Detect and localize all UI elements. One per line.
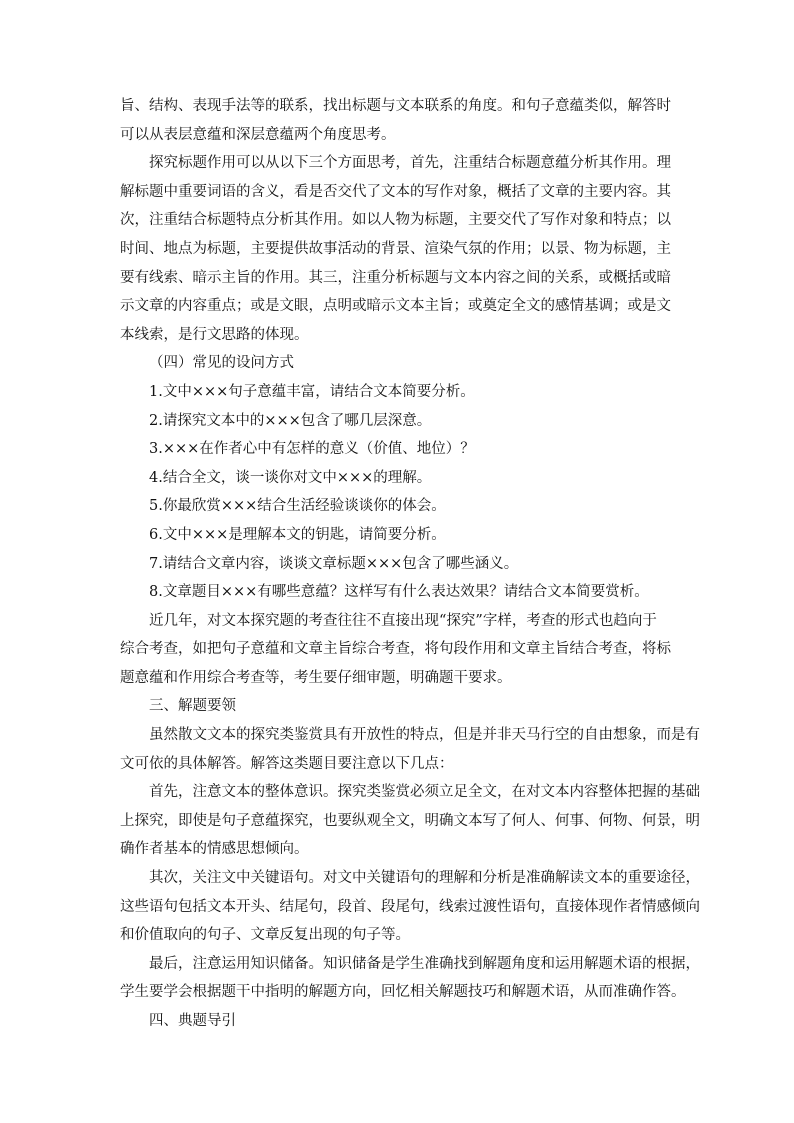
paragraph-line: 文可依的具体解答。解答这类题目要注意以下几点：	[120, 755, 454, 772]
paragraph-line: 解标题中重要词语的含义，看是否交代了文本的写作对象，概括了文章的主要内容。其	[120, 183, 671, 200]
paragraph-line: 题意蕴和作用综合考查等，考生要仔细审题，明确题干要求。	[120, 669, 512, 686]
question-list-item: 1.文中×××句子意蕴丰富，请结合文本简要分析。	[149, 383, 475, 400]
question-list-item: 2.请探究文本中的×××包含了哪几层深意。	[149, 412, 432, 429]
paragraph-line: 本线索，是行文思路的体现。	[120, 326, 309, 343]
paragraph-line: 探究标题作用可以从以下三个方面思考，首先，注重结合标题意蕴分析其作用。理	[149, 155, 671, 172]
paragraph-line: 可以从表层意蕴和深层意蕴两个角度思考。	[120, 126, 396, 143]
document-page	[120, 92, 700, 1036]
paragraph-line: 综合考查，如把句子意蕴和文章主旨综合考查，将句段作用和文章主旨结合考查，将标	[120, 641, 671, 658]
paragraph-line: 学生要学会根据题干中指明的解题方向，回忆相关解题技巧和解题术语，从而准确作答。	[120, 984, 686, 1001]
paragraph-line: 次，注重结合标题特点分析其作用。如以人物为标题，主要交代了写作对象和特点；以	[120, 212, 671, 229]
paragraph-line: 上探究，即使是句子意蕴探究，也要纵观全文，明确文本写了何人、何事、何物、何景，明	[120, 812, 700, 829]
question-list-item: 5.你最欣赏×××结合生活经验谈谈你的体会。	[149, 498, 446, 515]
question-list-item: 6.文中×××是理解本文的钥匙，请简要分析。	[149, 526, 446, 543]
paragraph-line: 首先，注意文本的整体意识。探究类鉴赏必须立足全文，在对文本内容整体把握的基础	[149, 784, 700, 801]
paragraph-line: 其次，关注文中关键语句。对文中关键语句的理解和分析是准确解读文本的重要途径，	[149, 870, 700, 887]
paragraph-line: 时间、地点为标题，主要提供故事活动的背景、渲染气氛的作用；以景、物为标题，主	[120, 240, 671, 257]
paragraph-line: 和价值取向的句子、文章反复出现的句子等。	[120, 927, 410, 944]
section-heading: 四、典题导引	[149, 1013, 236, 1029]
question-list-item: 8.文章题目×××有哪些意蕴？这样写有什么表达效果？请结合文本简要赏析。	[149, 584, 649, 601]
question-list-item: 4.结合全文，谈一谈你对文中×××的理解。	[149, 469, 432, 486]
paragraph-line: 近几年，对文本探究题的考查往往不直接出现“探究”字样，考查的形式也趋向于	[149, 612, 657, 629]
question-list-item: 7.请结合文章内容，谈谈文章标题×××包含了哪些涵义。	[149, 555, 519, 572]
paragraph-line: 要有线索、暗示主旨的作用。其三，注重分析标题与文本内容之间的关系，或概括或暗	[120, 269, 671, 286]
paragraph-line: 示文章的内容重点；或是文眼，点明或暗示文本主旨；或奠定全文的感情基调；或是文	[120, 298, 671, 315]
section-subheading: （四）常见的设问方式	[149, 355, 294, 372]
paragraph-line: 旨、结构、表现手法等的联系，找出标题与文本联系的角度。和句子意蕴类似，解答时	[120, 98, 671, 114]
paragraph-line: 最后，注意运用知识储备。知识储备是学生准确找到解题角度和运用解题术语的根据，	[149, 955, 700, 972]
paragraph-line: 这些语句包括文本开头、结尾句，段首、段尾句，线索过渡性语句，直接体现作者情感倾向	[120, 898, 700, 915]
question-list-item: 3.×××在作者心中有怎样的意义（价值、地位）？	[149, 441, 475, 458]
section-heading: 三、解题要领	[149, 698, 236, 715]
paragraph-line: 虽然散文文本的探究类鉴赏具有开放性的特点，但是并非天马行空的自由想象，而是有	[149, 727, 700, 744]
paragraph-line: 确作者基本的情感思想倾向。	[120, 841, 309, 858]
